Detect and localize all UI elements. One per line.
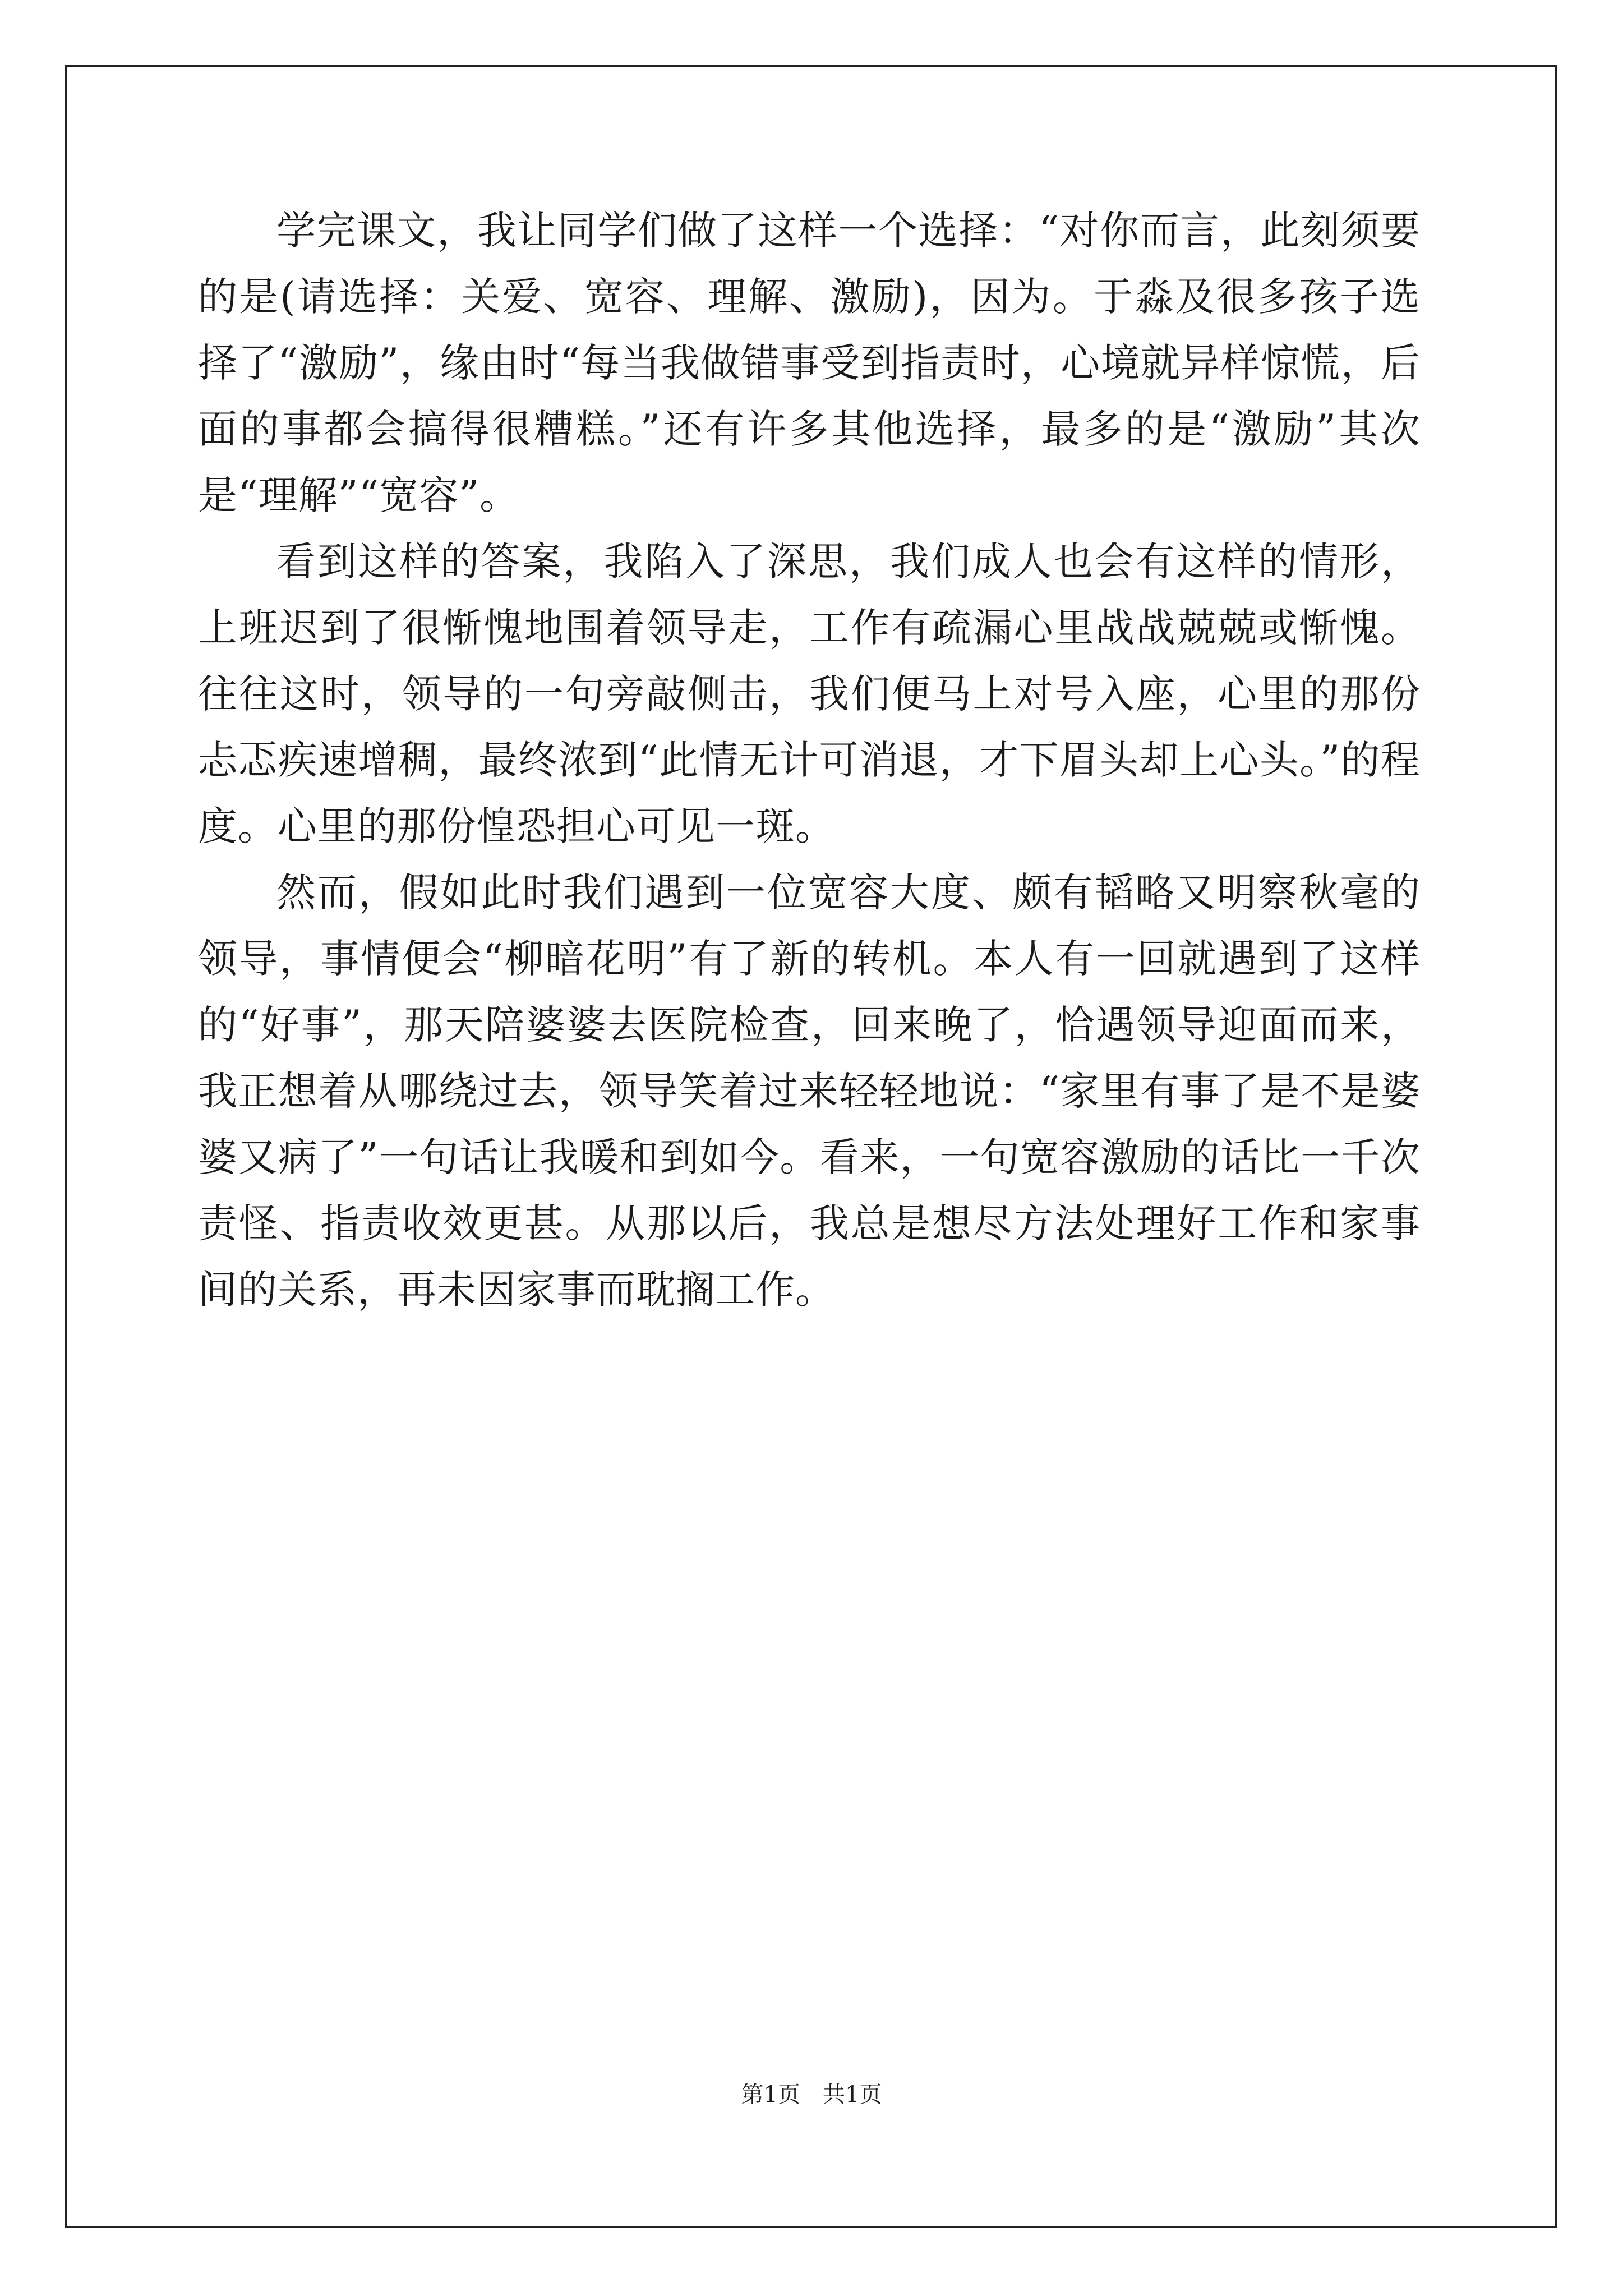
document-body [198,197,1421,1323]
page-number: 第1页 [741,2082,800,2108]
page-footer [0,2077,1623,2109]
paragraph-1: 学完课文，我让同学们做了这样一个选择：“对你而言，此刻须要的是(请选择：关爱、宽容、理解、激励)，因为。于淼及很多孩子选择了“激励”，缘由时“每当我做错事受到指责时，心境就异样惊慌，后面的事都会搞得很糟糕。”还有许多其他选择，最多的是“激励”其次是“理解”“宽容”。 [198,208,1421,518]
paragraph-2: 看到这样的答案，我陷入了深思，我们成人也会有这样的情形，上班迟到了很惭愧地围着领导走，工作有疏漏心里战战兢兢或惭愧。往往这时，领导的一句旁敲侧击，我们便马上对号入座，心里的那份忐忑疾速增稠，最终浓到“此情无计可消退，才下眉头却上心头。”的程度。心里的那份惶恐担心可见一斑。 [198,539,1421,849]
page-total: 共1页 [823,2082,882,2108]
paragraph-3: 然而，假如此时我们遇到一位宽容大度、颇有韬略又明察秋毫的领导，事情便会“柳暗花明”有了新的转机。本人有一回就遇到了这样的“好事”，那天陪婆婆去医院检查，回来晚了，恰遇领导迎面而来，我正想着从哪绕过去，领导笑着过来轻轻地说：“家里有事了是不是婆婆又病了”一句话让我暖和到如今。看来，一句宽容激励的话比一千次责怪、指责收效更甚。从那以后，我总是想尽方法处理好工作和家事间的关系，再未因家事而耽搁工作。 [198,869,1421,1313]
